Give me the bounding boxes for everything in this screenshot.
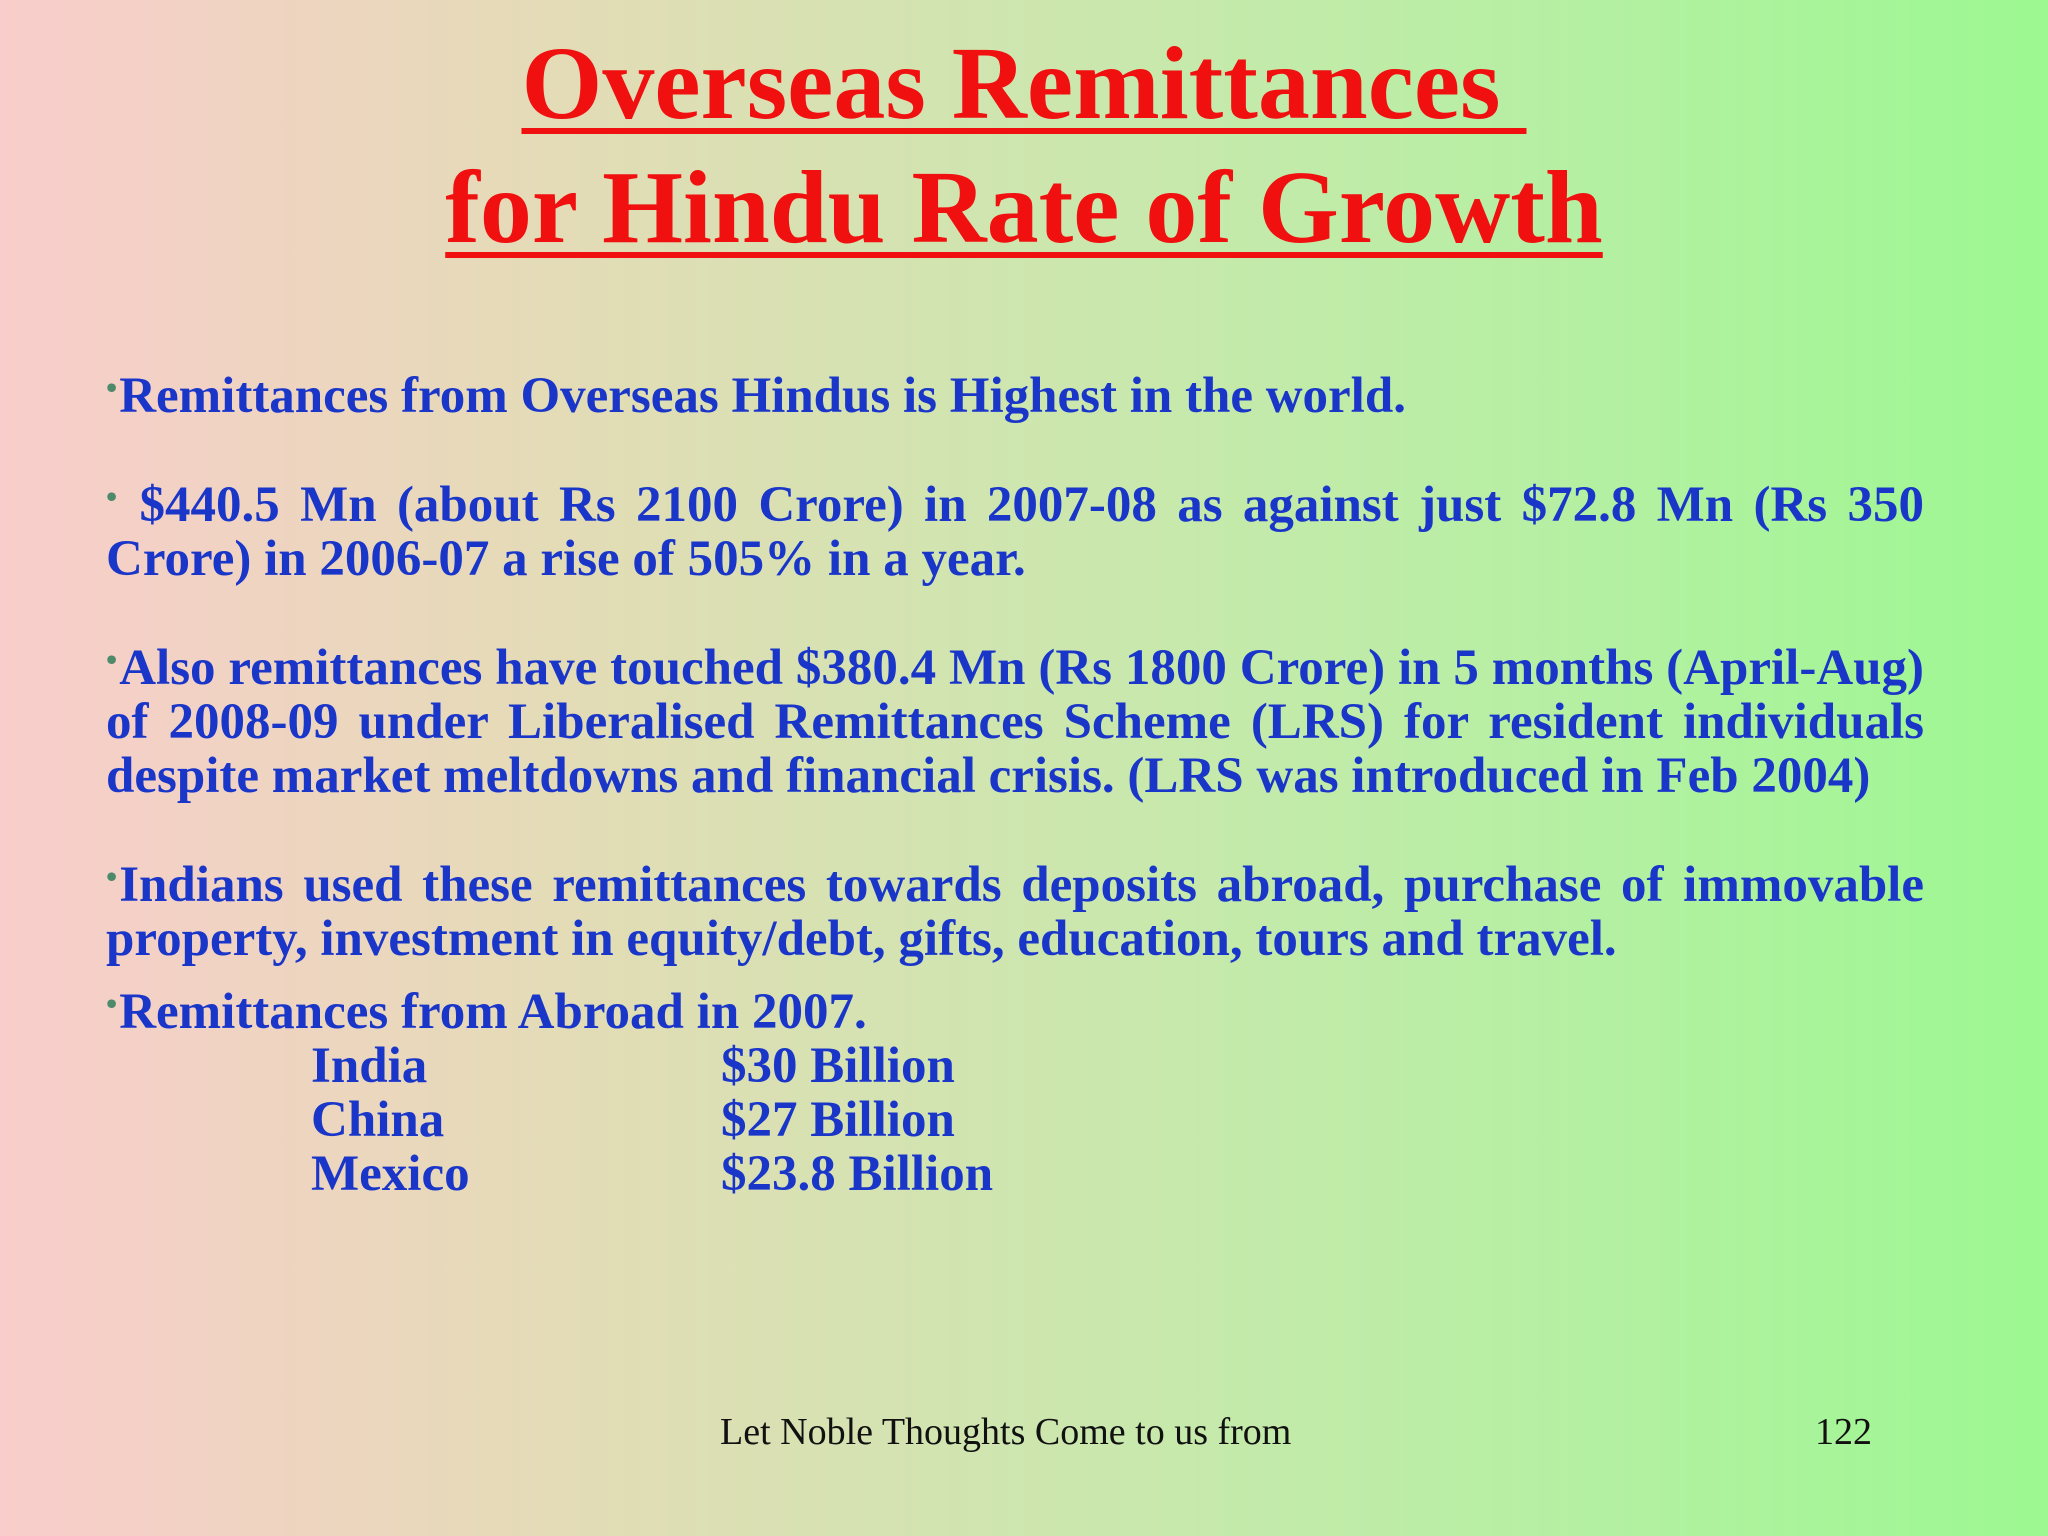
bullet-dot-icon: • — [106, 858, 118, 894]
remittances-table — [311, 1039, 1924, 1201]
slide-title — [0, 22, 2048, 270]
country-name: China — [311, 1092, 445, 1148]
remittance-amount: $27 Billion — [721, 1092, 955, 1148]
bullet-text: $440.5 Mn (about Rs 2100 Crore) in 2007-08 as against just $72.8 Mn (Rs 350 Crore) in 2006-07 a rise of 505% in a year. — [106, 477, 1937, 587]
bullet-item — [106, 849, 1924, 966]
bullet-text: Remittances from Overseas Hindus is Highest in the world. — [119, 368, 1406, 424]
bullet-dot-icon: • — [106, 985, 118, 1021]
title-line-2: for Hindu Rate of Growth — [445, 150, 1603, 265]
bullet-item — [106, 976, 1924, 1039]
bullet-item — [106, 360, 1924, 423]
remittance-amount: $23.8 Billion — [721, 1146, 994, 1202]
country-name: India — [311, 1038, 428, 1094]
table-row — [311, 1147, 1924, 1201]
bullet-item — [106, 469, 1937, 587]
bullet-text: Remittances from Abroad in 2007. — [119, 984, 867, 1040]
bullet-text: Also remittances have touched $380.4 Mn (Rs 1800 Crore) in 5 months (April-Aug) of 2008-09 under Liberalised Remittances Scheme (LRS) for resident individuals despite market meltdowns and financial crisis. (LRS was introduced in Feb 2004) — [106, 640, 1924, 804]
slide-body — [106, 360, 1937, 1202]
title-line-1: Overseas Remittances — [521, 26, 1527, 141]
bullet-item — [106, 632, 1924, 803]
bullet-dot-icon: • — [106, 641, 118, 677]
page-number: 122 — [1815, 1411, 1872, 1453]
bullet-dot-icon: • — [106, 478, 118, 514]
table-row — [311, 1039, 1924, 1093]
table-row — [311, 1093, 1924, 1147]
footer-text: Let Noble Thoughts Come to us from — [720, 1411, 1292, 1453]
country-name: Mexico — [311, 1146, 470, 1202]
remittance-amount: $30 Billion — [721, 1038, 955, 1094]
bullet-dot-icon: • — [106, 369, 118, 405]
bullet-text: Indians used these remittances towards deposits abroad, purchase of immovable property, investment in equity/debt, gifts, education, tours and travel. — [106, 857, 1924, 967]
